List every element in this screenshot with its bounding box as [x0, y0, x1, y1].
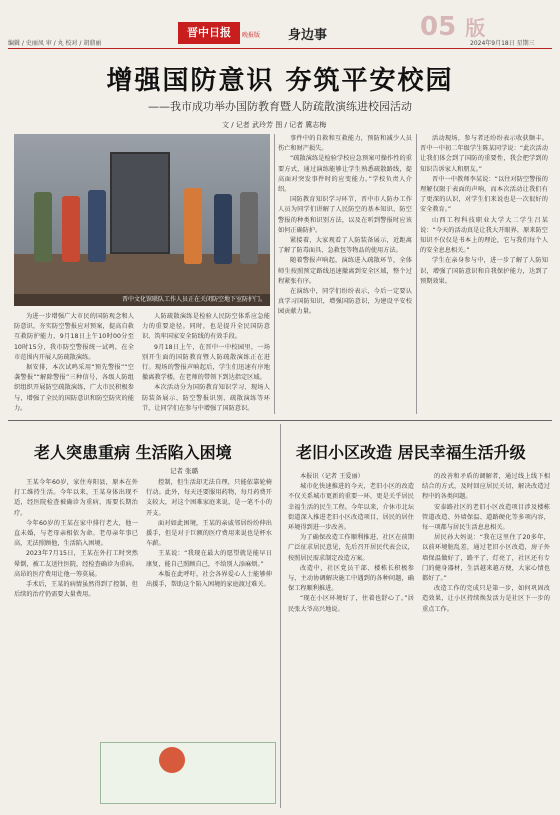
person-figure [62, 196, 80, 262]
main-col-4: 活动现场，参与者还纷纷表示收获颇丰。晋中一中初二年级学生陈某同学说：“此次活动让我们体会到了国防的重要性，我会把学到的知识告诉家人和朋友。” 晋中一中教师李某说：“以往对防空警报的理解仅限于表面的声响，而本次活动让我们有了更深的认识，对学生们来说也是一次很好的安全教育。” 山西工程科技职业大学大二学生吕某说：“今天的活动真是让我大开眼界，原来防空知识不仅仅是书本上的理论，它与我们每个人的安全息息相关。” 学生在亲身参与中，进一步了解了人防知识，增强了国防意识和自我保护能力，达到了预期效果。 [420, 135, 548, 285]
person-figure [240, 192, 258, 264]
bottom-left-byline: 记者 张璐 [170, 467, 199, 475]
person-figure [88, 190, 106, 262]
issue-date: 2024年9月18日 星期三 [470, 40, 535, 47]
person-figure [34, 192, 52, 262]
charity-ad [100, 742, 276, 804]
bottom-right-headline: 老旧小区改造 居民幸福生活升级 [296, 443, 526, 462]
section-name: 身边事 [288, 28, 328, 43]
bottom-right-col-2: 的改善和矛盾的调解者，通过线上线下相结合的方式，及时回应居民关切，解决改造过程中的各类问题。 安泰路社区的老旧小区改造项目涉及楼栋管道改造、外墙保温、道路硬化等多项内容，每一项都与居民生活息息相关。 居民孙大妈说：“我在这里住了20多年，以前环境脏乱差，通过老旧小区改造，房子外墙保温做好了，路平了，灯亮了，社区还有专门的健身器材，生活越来越方便，大家心情也都好了。” 改造工作的完成只是第一步，如何巩固改造效果，让小区持续焕发活力是社区下一步的重点工作。 [422, 473, 550, 613]
main-headline: 增强国防意识 夯筑平安校园 [106, 66, 454, 96]
drill-photo [14, 134, 270, 306]
main-col-3: 事件中的自救和互救能力，预防和减少人员伤亡和财产损失。 “疏散演练是检验学校应急预案可操作性的重要方式，通过演练能够让学生熟悉疏散路线，提高面对突发事件时的应变能力。”学校负责人介绍。 国防教育知识学习环节，晋中市人防办工作人员为同学们讲解了人民防空的基本知识、防空警报的种类和识别方法，以及在听到警报时应该如何正确防护。 紧接着，大家观看了人防装备展示，近距离了解了防毒面具、急救包等物品的使用方法。 随着警报声响起，演练进入疏散环节，全体师生按照预定路线迅速撤离到安全区域，整个过程紧张有序。 在演练中，同学们纷纷表示，今后一定要认真学习国防知识，增强国防意识，为建设平安校园贡献力量。 [278, 135, 412, 316]
bottom-right-byline: 本报讯（记者 王爱丽） [300, 473, 364, 480]
main-byline: 文 / 记者 武玲芳 图 / 记者 冀志梅 [222, 121, 327, 129]
protective-door [110, 152, 170, 254]
bottom-left-col-1: 王某今年60岁，家住寿阳县，原本在外打工维持生活。今年以来，王某身体出现不适，经医院检查被确诊为重病，需要长期治疗。 今年60岁的王某在家中排行老大，他一直未婚，与老母亲相依为命。老母亲年事已高，无法照顾他，生活陷入困境。 2023年7月15日，王某在外打工时突然晕倒，被工友送往医院，经检查确诊为重病。高昂的医疗费用让他一筹莫展。 手术后，王某的病情虽然得到了控制，但后续的治疗仍需要大量费用。 [14, 479, 138, 599]
column-divider [274, 134, 275, 414]
newspaper-logo: 晋中日报 [178, 22, 240, 44]
bottom-left-col-2: 控制，但生活却无法自理，只能依靠轮椅行动。此外，每天还要服用药物，每月药费开支较大，对这个困难家庭来说，是一笔不小的开支。 面对如此困境，王某的亲戚邻居纷纷伸出援手，但是对于巨额的医疗费用来说也是杯水车薪。 王某说：“我现在最大的愿望就是能早日康复，能自己照顾自己，不给别人添麻烦。” 本版在此呼吁，社会各界爱心人士能够伸出援手，帮助这个陷入困境的家庭渡过难关。 [146, 479, 272, 589]
photo-caption: 晋中文化馆联队工作人员正在关闭防空地下室防护门。 [121, 296, 266, 303]
bottom-right-col-1: 本报讯（记者 王爱丽） 城市化快速推进的今天，老旧小区的改造不仅关系城市更新的重要一环，更是关乎居民幸福生活的民生工程。今年以来，介休市北坛街道深入推进老旧小区改造项目，居民的居住环境得到进一步改善。 为了确保改造工作顺利推进，社区在前期广泛征求居民意见，先后召开居民代表会议，按照居民需求制定改造方案。 改造中，社区党员干部、楼栋长积极参与，主动协调解决施工中遇到的各种问题，确保工程顺利推进。 “现在小区环境好了，住着也舒心了。”居民张大爷高兴地说。 [288, 473, 414, 613]
person-figure [184, 188, 202, 264]
masthead [178, 18, 328, 48]
editors-credit: 编辑 / 史丽凤 审 / 丸 校对 / 胡鼎丽 [8, 40, 102, 47]
main-col-1: 为进一步增强广大市民的国防观念和人防意识，夯实防空警报应对预案，提高自救互救防护能力，9月18日上午10时00分至10时15分，我市防空警报统一试鸣，在全市范围内开展人防疏散演练。 据安排，本次试鸣采用“预先警报”“空袭警报”“解除警报”三种信号，各级人防组织组织开展防空疏散演练，广大市民积极参与，增强了全民的国防意识和防空防灾的能力。 [14, 313, 134, 412]
header-divider [8, 48, 552, 49]
column-divider [416, 134, 417, 414]
bottom-left-headline: 老人突患重病 生活陷入困境 [34, 443, 232, 462]
section-divider-vertical [280, 424, 281, 808]
heart-icon [159, 747, 185, 773]
person-figure [214, 194, 232, 264]
page-header [0, 0, 560, 52]
main-subhead: ——我市成功举办国防教育暨人防疏散演练进校园活动 [148, 100, 412, 113]
section-divider [8, 420, 552, 421]
main-col-2: 人防疏散演练是检验人民防空体系应急能力的重要途径。同时，也是提升全民国防意识、筑牢国家安全防线的有效手段。 9月18日上午，在晋中一中校园里，一场别开生面的国防教育暨人防疏散演练正在进行。现场的警报声响起后，学生们迅速有序地撤离教学楼，在老师的带领下到达指定区域。 本次活动分为国防教育知识学习、现场人防装备展示、防空警报识别、疏散演练等环节，让同学们在参与中增强了国防意识。 [142, 313, 270, 412]
page-number: 05 版 [420, 12, 486, 42]
edition-label: 晚报版 [242, 32, 261, 39]
